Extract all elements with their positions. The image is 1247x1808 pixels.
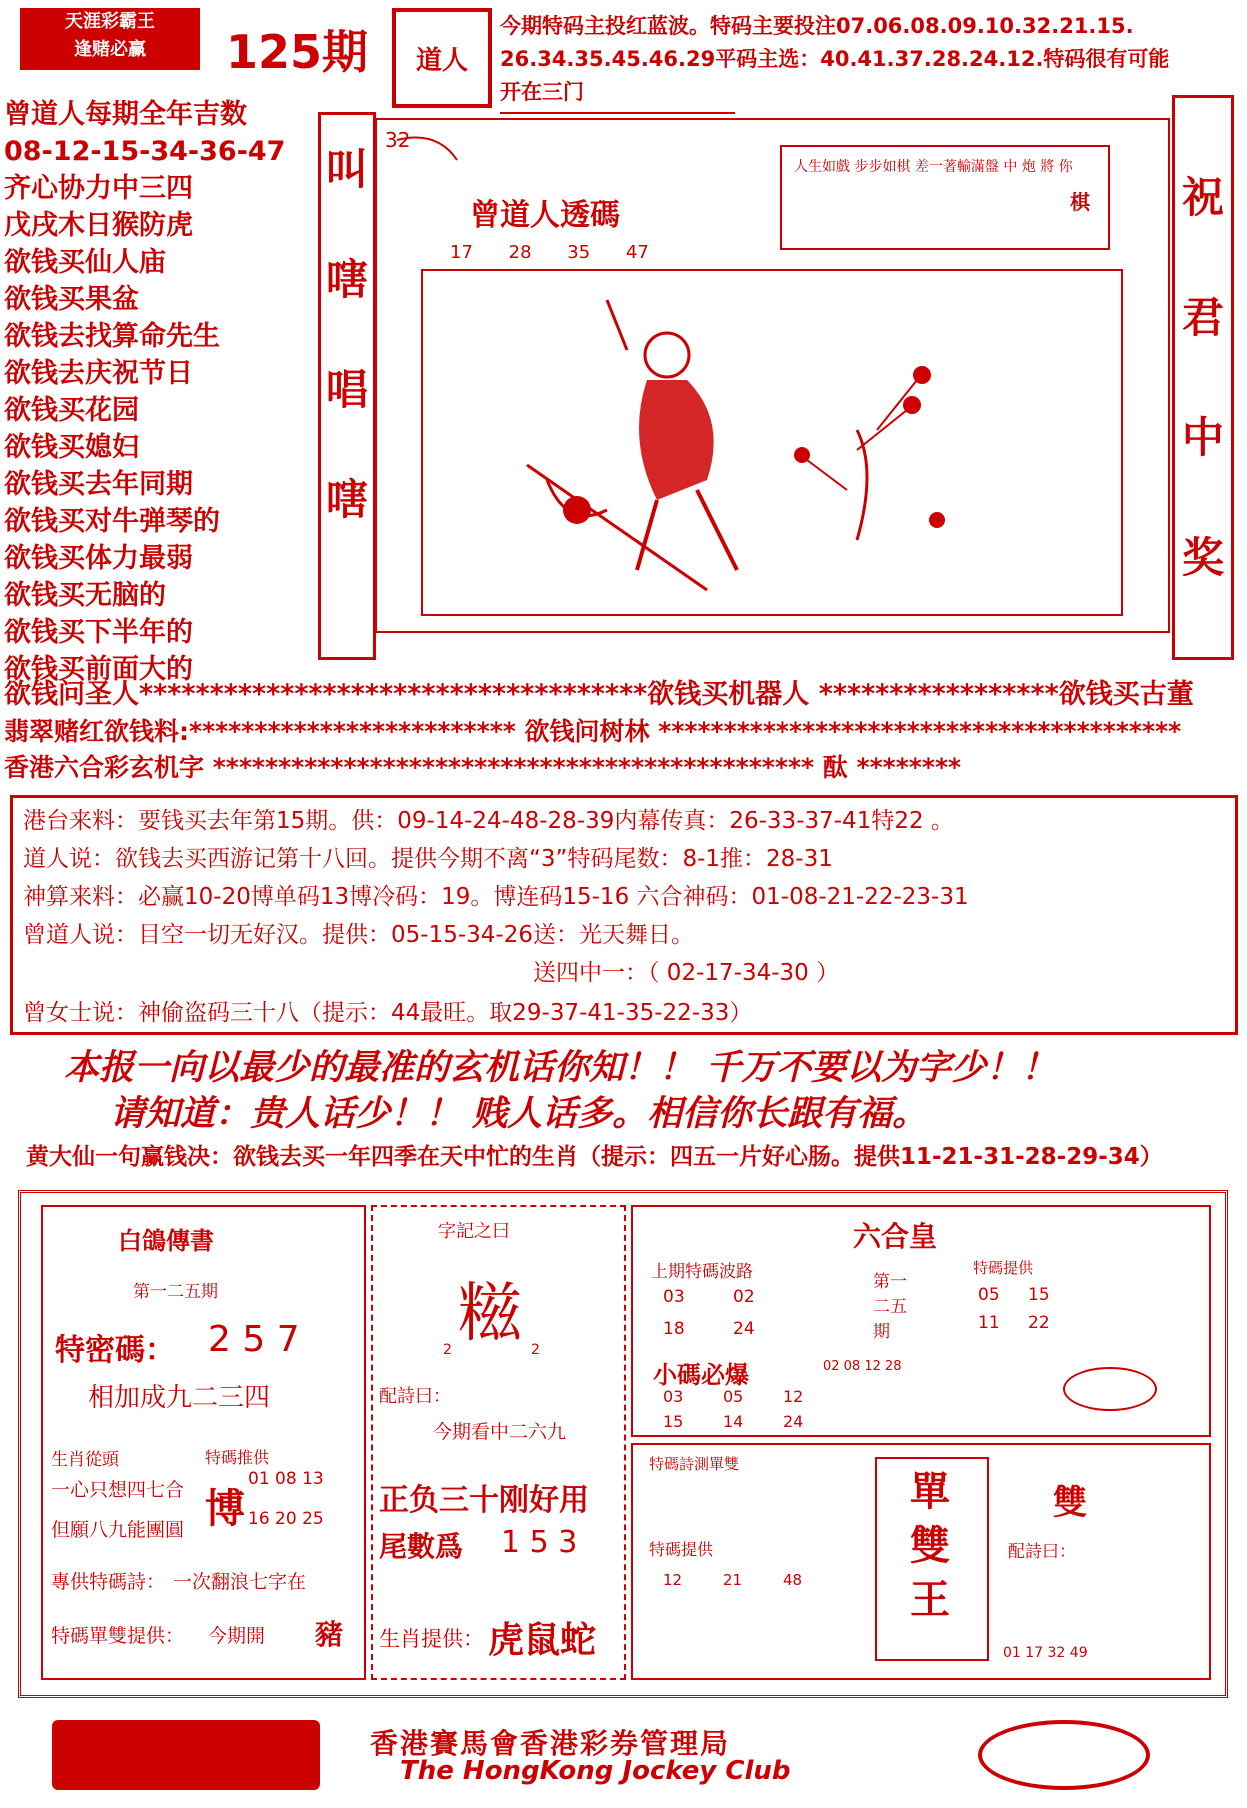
dbl-text: 今期開: [208, 1625, 266, 1647]
last-wave-label: 上期特碼波路: [651, 1262, 753, 1282]
char-num-right: 2: [531, 1342, 540, 1358]
footer-left-logo: [52, 1720, 320, 1790]
left-line: 欲钱买体力最弱: [4, 543, 193, 574]
long-line-3: 香港六合彩玄机字 ********************************************** 酞 ********: [4, 753, 962, 782]
guess-title: 特碼詩測單雙: [649, 1455, 740, 1473]
right-poem-label: 配詩曰：: [1008, 1542, 1076, 1562]
scroll-char: 君: [1181, 293, 1224, 342]
scroll-char: 嗐: [325, 255, 368, 304]
small-code-title: 小碼必爆: [653, 1361, 749, 1389]
pigeon-issue: 第一二五期: [133, 1282, 218, 1302]
left-line: 欲钱去找算命先生: [4, 321, 220, 352]
bet-nums-1: 01 08 13: [248, 1469, 324, 1489]
info-line: 曾女士说：神偷盗码三十八（提示：44最旺。取29-37-41-35-22-33）: [23, 1000, 753, 1026]
small-row: 02 08 12 28: [823, 1359, 902, 1374]
pigeon-title: 白鴿傳書: [118, 1227, 214, 1255]
special-num: 15: [1028, 1285, 1050, 1305]
small-num: 24: [783, 1412, 804, 1431]
bet-char: 博: [205, 1486, 245, 1532]
logo-line1: 天涯彩霸王: [65, 11, 155, 32]
zodiac-label: 生肖從頭: [51, 1450, 119, 1470]
char-panel: [371, 1205, 626, 1680]
small-num: 05: [723, 1387, 744, 1406]
picture-title: 曾道人透碼: [470, 198, 620, 233]
char-num-left: 2: [443, 1342, 452, 1358]
char-head: 字記之曰: [438, 1221, 510, 1242]
info-line: 送四中一：（ 02-17-34-30 ）: [533, 960, 840, 986]
bottom-nums: 01 17 32 49: [1003, 1645, 1088, 1661]
top-line-2: 26.34.35.45.46.29平码主选：40.41.37.28.24.12.特码很有可能: [500, 47, 1170, 71]
scroll-char: 祝: [1181, 173, 1224, 222]
bottom-frame: [18, 1190, 1228, 1698]
left-line: 欲钱去庆祝节日: [4, 358, 193, 389]
special-num: 22: [1028, 1313, 1050, 1333]
mid-zodiac-label: 生肖提供：: [379, 1627, 484, 1651]
scroll-char: 叫: [325, 145, 368, 194]
kings-emblem: [1063, 1367, 1157, 1411]
wave-num: 02: [733, 1287, 755, 1307]
left-line: 欲钱买果盆: [4, 284, 139, 315]
logo-line2: 逢赌必赢: [74, 39, 146, 60]
scroll-char: 奖: [1181, 533, 1224, 582]
tip-line: 黄大仙一句赢钱决：欲钱去买一年四季在天中忙的生肖（提示：四五一片好心肠。提供11-21-31-28-29-34）: [26, 1144, 1163, 1170]
wave-num: 03: [663, 1287, 685, 1307]
odd-even-panel: [631, 1443, 1211, 1680]
left-line: 曾道人每期全年吉数: [4, 99, 247, 130]
tail-label: 尾數爲: [379, 1530, 464, 1563]
sum-text: 相加成九二三四: [88, 1383, 271, 1413]
info-box: [10, 795, 1238, 1035]
top-announcement: [500, 10, 1240, 109]
kings-brand: 六合皇: [853, 1220, 938, 1253]
scroll-left: [318, 112, 376, 660]
dbl-label: 特碼單雙提供：: [51, 1625, 185, 1647]
masthead-logo: [20, 8, 200, 70]
divider: [500, 112, 735, 114]
mid-zodiac-value: 虎鼠蛇: [488, 1620, 597, 1661]
small-num: 14: [723, 1412, 744, 1431]
left-line: 欲钱买仙人庙: [4, 247, 166, 278]
picture-numbers: 17 28 35 47: [450, 242, 649, 263]
left-line: 欲钱买对牛弹琴的: [4, 506, 220, 537]
footer-chinese: 香港賽馬會香港彩券管理局: [370, 1727, 731, 1760]
special-num: 05: [978, 1285, 1000, 1305]
kings-special-label: 特碼提供: [973, 1259, 1034, 1277]
wave-num: 24: [733, 1319, 755, 1339]
small-num: 15: [663, 1412, 684, 1431]
zodiac-text: 一心只想四七合: [51, 1479, 185, 1501]
pigeon-panel: [41, 1205, 366, 1680]
special-num: 11: [978, 1313, 1000, 1333]
top-line-1: 今期特码主投红蓝波。特码主要投注07.06.08.09.10.32.21.15.: [500, 14, 1134, 38]
left-line: 欲钱买无脑的: [4, 580, 166, 611]
info-line: 神算来料：必赢10-20博单码13博冷码：19。博连码15-16 六合神码：01-08-21-22-23-31: [23, 884, 969, 910]
poem-label: 專供特碼詩：: [51, 1571, 166, 1593]
special2-label: 特碼提供: [649, 1540, 714, 1559]
footer-english: The HongKong Jockey Club: [400, 1756, 791, 1786]
num2: 21: [723, 1571, 743, 1589]
info-line: 曾道人说：目空一切无好汉。提供：05-15-34-26送：光天舞日。: [23, 922, 694, 948]
long-line-1: 欲钱问圣人************************************欲钱买机器人 *****************欲钱买古董: [4, 679, 1194, 710]
issue-number: 125期: [226, 25, 369, 79]
left-riddle-column: [4, 96, 334, 688]
dbl-value: 豬: [315, 1618, 344, 1651]
dbl-char: 雙: [1053, 1483, 1087, 1523]
slogan-1: 本报一向以最少的最准的玄机话你知！！ 千万不要以为字少！！: [64, 1047, 1057, 1088]
footer-right-logo: [978, 1720, 1150, 1790]
info-line: 道人说：欲钱去买西游记第十八回。提供今期不离“3”特码尾数：8-1推：28-31: [23, 846, 833, 872]
mid-poem-label: 配詩曰：: [379, 1386, 451, 1407]
bet-nums-2: 16 20 25: [248, 1509, 324, 1529]
wave-num: 18: [663, 1319, 685, 1339]
chess-proverb-box: [780, 145, 1110, 250]
num2: 48: [783, 1571, 803, 1589]
picture-corner-number: 32: [385, 128, 411, 152]
kings-issue: 第一二五期: [873, 1272, 907, 1342]
bet-label: 特碼推供: [205, 1448, 270, 1467]
scroll-char: 嗐: [325, 475, 368, 524]
scroll-char: 中: [1181, 413, 1224, 462]
left-line: 欲钱买媳妇: [4, 432, 139, 463]
kings-panel: [631, 1205, 1211, 1437]
left-line: 欲钱买前面大的: [4, 654, 193, 685]
tail-value: 1 5 3: [501, 1525, 578, 1560]
mid-poem-text: 今期看中二六九: [433, 1421, 567, 1443]
seal-stamp: 道人: [392, 8, 492, 108]
special-code-label: 特密碼：: [55, 1333, 175, 1368]
left-line: 齐心协力中三四: [4, 173, 193, 204]
slogan-2: 请知道：贵人话少！！ 贱人话多。相信你长跟有福。: [110, 1093, 928, 1134]
num2: 12: [663, 1571, 683, 1589]
poem-text: 一次翻浪七字在: [173, 1571, 307, 1593]
small-num: 12: [783, 1387, 804, 1406]
mid-big-line: 正负三十刚好用: [379, 1483, 589, 1518]
top-line-3: 开在三门: [500, 80, 584, 104]
left-line: 08-12-15-34-36-47: [4, 136, 286, 167]
chess-label: 棋: [1070, 190, 1090, 214]
scroll-char: 唱: [325, 365, 368, 414]
left-line: 戊戌木日猴防虎: [4, 210, 193, 241]
small-num: 03: [663, 1387, 684, 1406]
big-char: 糍: [458, 1277, 522, 1351]
chess-proverb-text: 人生如戲 步步如棋 差一著輸滿盤 中 炮 將 你: [794, 159, 1073, 175]
info-line: 港台来料：要钱买去年第15期。供：09-14-24-48-28-39内幕传真：26-33-37-41特22 。: [23, 808, 954, 834]
special-code-value: 2 5 7: [208, 1319, 300, 1360]
long-line-2: 翡翠赌红欲钱料:************************* 欲钱问树林 ****************************************: [4, 717, 1182, 746]
scroll-right: [1172, 95, 1234, 660]
odd-even-king: 單雙王: [910, 1469, 950, 1623]
left-line: 欲钱买花园: [4, 395, 139, 426]
left-line: 欲钱买去年同期: [4, 469, 193, 500]
left-line: 欲钱买下半年的: [4, 617, 193, 648]
zodiac-text-2: 但願八九能團圓: [51, 1519, 185, 1541]
